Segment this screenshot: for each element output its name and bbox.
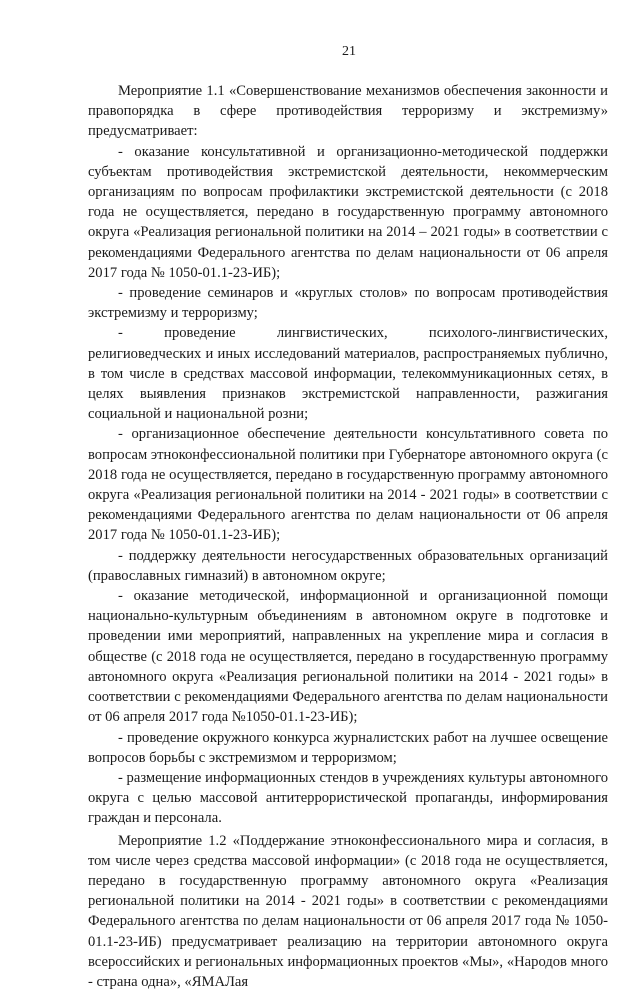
paragraph-methodical-help: - оказание методической, информационной и организационной помощи национально-культурным объединениям в автономном округе в подготовке и проведении ими мероприятий, направленных на укрепление мира и согласия в обществе (с 2018 года не осуществляется, передано в государственную программу автономного округа «Реализация региональной политики на 2014 - 2021 годы» в соответствии с рекомендациями Федерального агентства по делам национальности от 06 апреля 2017 года №1050-01.1-23-ИБ); bbox=[88, 588, 608, 726]
paragraph-consulting-support: - оказание консультативной и организационно-методической поддержки субъектам противодействия экстремистской деятельности, некоммерческим организациям по вопросам профилактики экстремистской деятельности (с 2018 года не осуществляется, передано в государственную программу автономного округа «Реализация региональной политики на 2014 – 2021 годы» в соответствии с рекомендациями Федерального агентства по делам национальности от 06 апреля 2017 года № 1050-01.1-23-ИБ); bbox=[88, 143, 608, 281]
paragraph-info-stands: - размещение информационных стендов в учреждениях культуры автономного округа с целью массовой антитеррористической пропаганды, информирования граждан и персонала. bbox=[88, 769, 608, 827]
paragraph-measure-1-1-intro: Мероприятие 1.1 «Совершенствование механизмов обеспечения законности и правопорядка в сфере противодействия терроризму и экстремизму» предусматривает: bbox=[88, 83, 608, 140]
paragraph-seminars: - проведение семинаров и «круглых столов» по вопросам противодействия экстремизму и терроризму; bbox=[88, 285, 608, 322]
paragraph-nonstate-schools: - поддержку деятельности негосударственных образовательных организаций (православных гимназий) в автономном округе; bbox=[88, 547, 608, 584]
paragraph-measure-1-2: Мероприятие 1.2 «Поддержание этноконфессионального мира и согласия, в том числе через средства массовой информации» (с 2018 года не осуществляется, передано в государственную программу автономного округа «Реализация региональной политики на 2014 - 2021 годы» в соответствии с рекомендациями Федерального агентства по делам национальности от 06 апреля 2017 года № 1050-01.1-23-ИБ) предусматривает реализацию на территории автономного округа всероссийских и региональных информационных проектов «Мы», «Народов много - страна одна», «ЯМАЛая bbox=[88, 832, 608, 990]
paragraph-linguistic-research: - проведение лингвистических, психолого-лингвистических, религиоведческих и иных исследований материалов, распространяемых публично, в том числе в средствах массовой информации, телекоммуникационных сетях, в целях выявления признаков экстремистской направленности, разжигания социальной и национальной розни; bbox=[88, 325, 608, 423]
paragraph-journalist-contest: - проведение окружного конкурса журналистских работ на лучшее освещение вопросов борьбы с экстремизмом и терроризмом; bbox=[88, 729, 608, 766]
paragraph-consultative-council: - организационное обеспечение деятельности консультативного совета по вопросам этноконфессиональной политики при Губернаторе автономного округа (с 2018 года не осуществляется, передано в государственную программу автономного округа «Реализация региональной политики на 2014 - 2021 годы» в соответствии с рекомендациями Федерального агентства по делам национальности от 06 апреля 2017 года № 1050-01.1-23-ИБ); bbox=[88, 426, 608, 544]
page-number: 21 bbox=[342, 44, 356, 59]
